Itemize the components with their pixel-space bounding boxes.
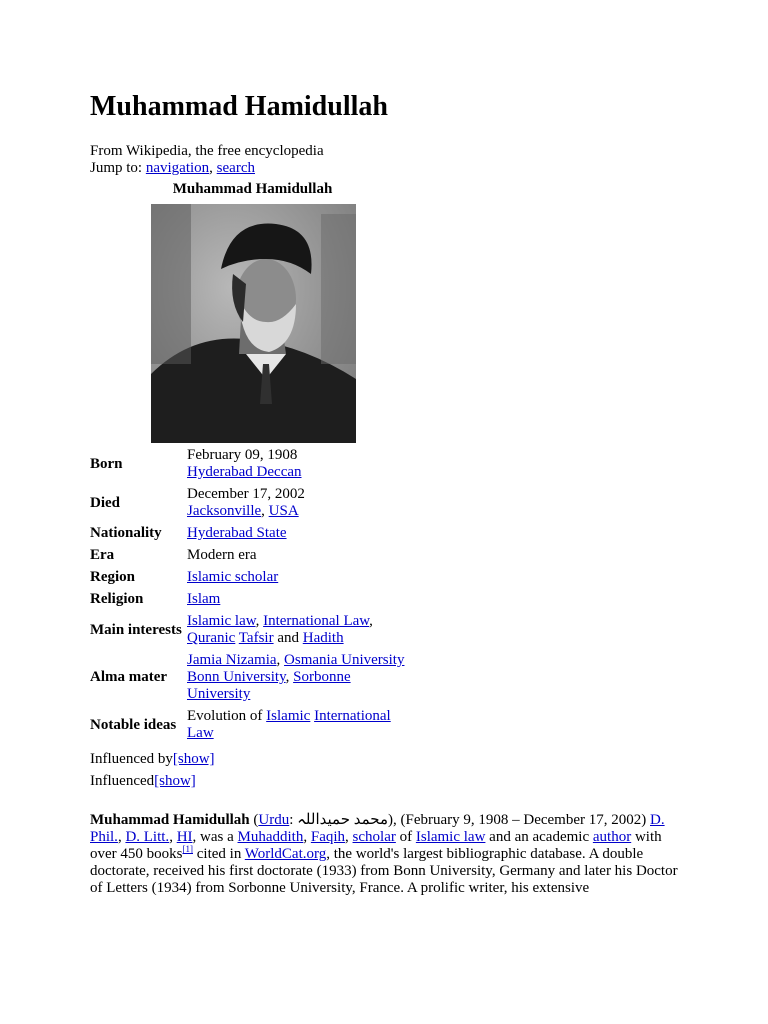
hadith-link[interactable]: Hadith [302,630,344,646]
bonn-link[interactable]: Bonn University [187,669,286,685]
jamia-nizamia-link[interactable]: Jamia Nizamia [187,652,277,668]
alma-sep: , [285,669,294,685]
interests-sep: , [255,613,264,629]
infobox [90,447,420,747]
article-text: , [117,829,122,845]
infobox-row-region [90,569,420,586]
era-label: Era [90,547,115,563]
influenced-label: Influenced [90,773,155,789]
article-text: ( [249,812,259,828]
influenced-show-toggle[interactable]: [show] [154,773,196,789]
infobox-row-notable-ideas [90,708,420,742]
islamic-link[interactable]: Islamic [266,708,311,724]
died-label: Died [90,494,120,511]
infobox-caption: Muhammad Hamidullah [172,181,333,197]
region-label: Region [90,569,135,585]
article-text: : محمد حمیداللہ), (February 9, 1908 – December 17, 2002) [289,812,650,828]
infobox-row-died [90,486,420,520]
interests-sep: , [369,613,373,629]
infobox-row-nationality [90,525,420,542]
islamic-law-link[interactable]: Islamic law [187,613,256,629]
born-label: Born [90,455,123,472]
osmania-link[interactable]: Osmania University [284,652,405,668]
international-law-link[interactable]: International Law [263,613,370,629]
alma-mater-value [187,652,420,703]
ideas-prefix: Evolution of [187,708,267,724]
hi-link[interactable]: HI [176,829,193,845]
influenced-by-show-toggle[interactable]: [show] [172,751,215,767]
nationality-label: Nationality [90,525,162,541]
search-link[interactable]: search [216,160,255,176]
article-text: and an academic [485,829,593,845]
alma-sep: , [276,652,285,668]
article-body [90,812,690,897]
article-text: cited in [193,846,245,862]
article-text: , [303,829,311,845]
interests-value [187,613,420,647]
died-city-link[interactable]: Jacksonville [187,503,262,519]
tagline: From Wikipedia, the free encyclopedia [90,143,324,159]
ideas-value [187,708,420,742]
page-title: Muhammad Hamidullah [90,91,388,122]
article-text: of [395,829,416,845]
worldcat-link[interactable]: WorldCat.org [244,846,327,862]
died-value [187,486,420,520]
article-text: , [169,829,177,845]
article-text: , [345,829,353,845]
lead-paragraph [90,812,690,897]
quranic-link[interactable]: Quranic [187,630,236,646]
era-value: Modern era [187,547,257,563]
influenced-by-row [90,751,215,768]
died-country-link[interactable]: USA [268,503,299,519]
region-link[interactable]: Islamic scholar [187,569,279,585]
reference-link[interactable]: [1] [182,844,193,854]
born-date: February 09, 1908 [187,447,298,463]
portrait-image [151,204,356,443]
dlitt-link[interactable]: D. Litt. [125,829,170,845]
faqih-link[interactable]: Faqih [310,829,346,845]
jump-separator: , [209,160,217,176]
died-separator: , [261,503,269,519]
infobox-row-era [90,547,420,564]
navigation-link[interactable]: navigation [145,160,210,176]
infobox-row-interests [90,613,420,647]
alma-mater-label: Alma mater [90,669,168,685]
born-value [187,447,420,481]
subject-name: Muhammad Hamidullah [90,812,250,828]
law-link[interactable]: Law [187,725,214,741]
scholar-link[interactable]: scholar [352,829,396,845]
dphil-link[interactable]: D. Phil. [90,812,665,845]
article-text: , the world's largest bibliographic database. A double doctorate, received his first doctorate (1933) from Bonn University, Germany and later his Doctor of Letters (1934) from Sorbonne University, France. A prolific writer, his extensive [90,846,678,896]
muhaddith-link[interactable]: Muhaddith [237,829,304,845]
jump-prefix: Jump to: [90,160,146,176]
article-text: with over 450 books [90,829,662,862]
international-link[interactable]: International [314,708,391,724]
tafsir-link[interactable]: Tafsir [238,630,274,646]
interests-label: Main interests [90,621,182,638]
infobox-row-alma-mater [90,652,420,703]
born-place-link[interactable]: Hyderabad Deccan [187,464,302,480]
portrait-photo [151,204,356,443]
sorbonne-link-cont[interactable]: University [187,686,251,702]
religion-label: Religion [90,591,144,607]
infobox-row-born [90,447,420,481]
ideas-label: Notable ideas [90,716,177,733]
interests-and: and [273,630,303,646]
urdu-link[interactable]: Urdu [258,812,290,828]
islamic-law-article-link[interactable]: Islamic law [415,829,486,845]
influenced-row [90,773,196,790]
author-link[interactable]: author [592,829,632,845]
infobox-row-religion [90,591,420,608]
article-text: , was a [192,829,238,845]
influenced-by-label: Influenced by [90,751,173,767]
died-date: December 17, 2002 [187,486,305,502]
jump-links [90,160,255,177]
sorbonne-link[interactable]: Sorbonne [293,669,351,685]
nationality-link[interactable]: Hyderabad State [187,525,287,541]
religion-link[interactable]: Islam [187,591,221,607]
